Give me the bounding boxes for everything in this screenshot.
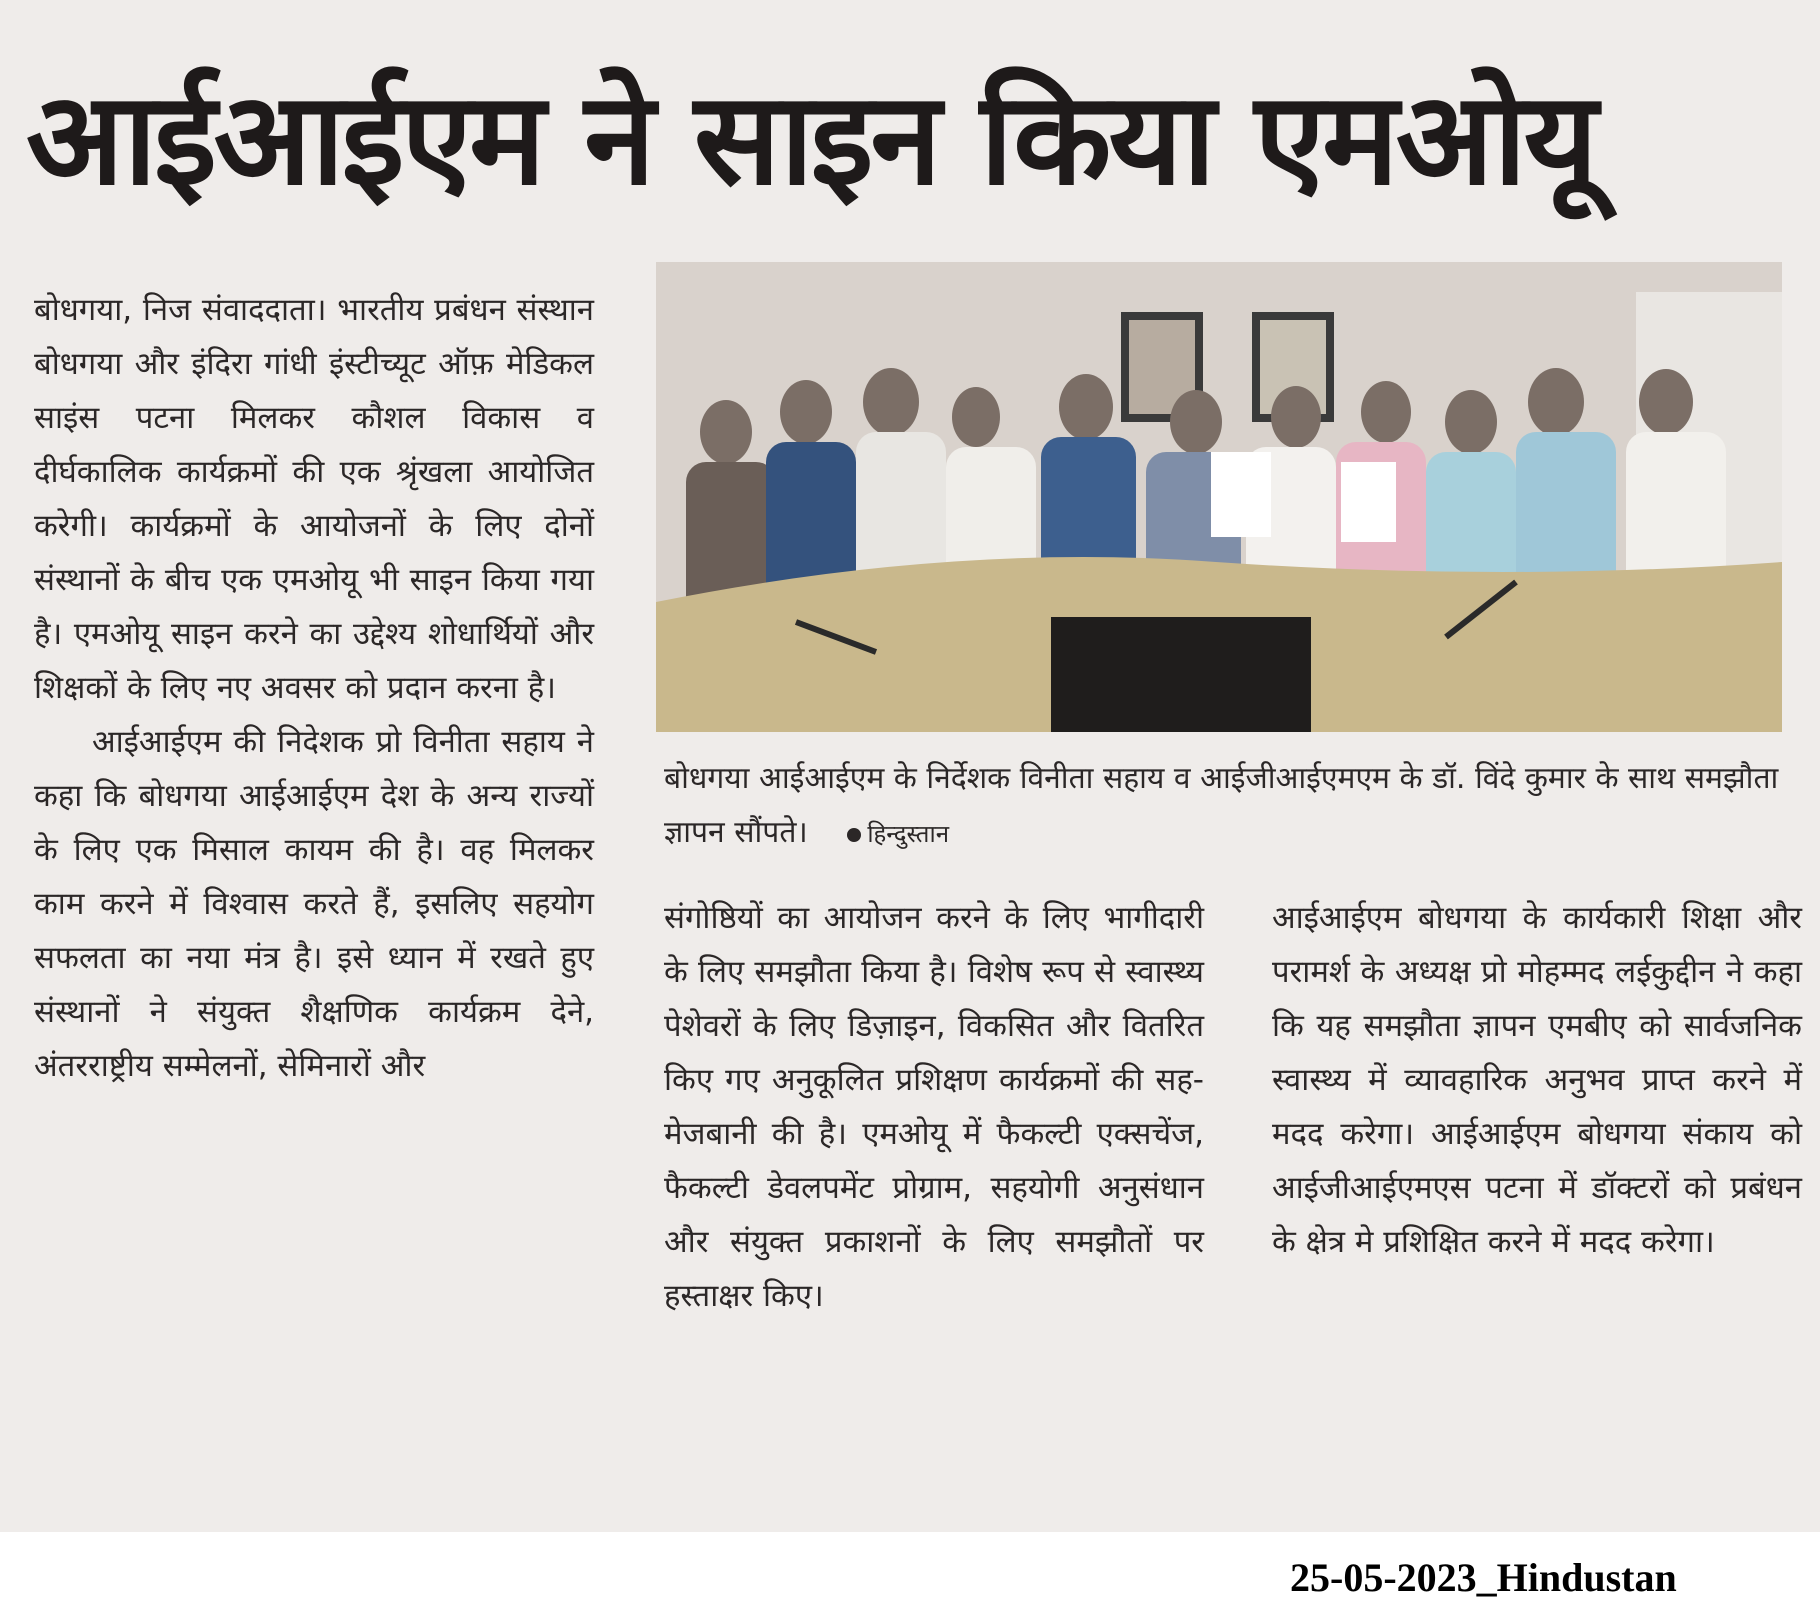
photo-credit-text: हिन्दुस्तान <box>867 820 950 848</box>
column1-paragraph-2: आईआईएम की निदेशक प्रो विनीता सहाय ने कहा कि बोधगया आईआईएम देश के अन्य राज्यों के लिए एक मिसाल कायम की है। वह मिलकर काम करने में विश्वास करते हैं, इसलिए सहयोग सफलता का नया मंत्र है। इसे ध्यान में रखते हुए संस्थानों ने संयुक्त शैक्षणिक कार्यक्रम देने, अंतरराष्ट्रीय सम्मेलनों, सेमिनारों और <box>34 724 594 1084</box>
column1-paragraph-1: बोधगया, निज संवाददाता। भारतीय प्रबंधन संस्थान बोधगया और इंदिरा गांधी इंस्टीच्यूट ऑफ़ मेडिकल साइंस पटना मिलकर कौशल विकास व दीर्घकालिक कार्यक्रमों की एक श्रृंखला आयोजित करेगी। कार्यक्रमों के आयोजनों के लिए दोनों संस्थानों के बीच एक एमओयू भी साइन किया गया है। एमओयू साइन करने का उद्देश्य शोधार्थियों और शिक्षकों के लिए नए अवसर को प्रदान करना है। <box>34 292 594 706</box>
caption-text: बोधगया आईआईएम के निर्देशक विनीता सहाय व आईजीआईएमएम के डॉ. विंदे कुमार के साथ समझौता ज्ञापन सौंपते। <box>664 761 1779 850</box>
headline: आईआईएम ने साइन किया एमओयू <box>26 65 1595 214</box>
source-dateline: 25-05-2023_Hindustan <box>1290 1555 1677 1600</box>
column2-paragraph-1: संगोष्ठियों का आयोजन करने के लिए भागीदारी के लिए समझौता किया है। विशेष रूप से स्वास्थ्य पेशेवरों के लिए डिज़ाइन, विकसित और वितरित किए गए अनुकूलित प्रशिक्षण कार्यक्रमों की सह-मेजबानी की है। एमओयू में फैकल्टी एक्सचेंज, फैकल्टी डेवलपमेंट प्रोग्राम, सहयोगी अनुसंधान और संयुक्त प्रकाशनों के लिए समझौतों पर हस्ताक्षर किए। <box>664 900 1204 1314</box>
article-column-3 <box>1272 891 1802 1491</box>
article-column-1 <box>34 283 594 1528</box>
column3-paragraph-1: आईआईएम बोधगया के कार्यकारी शिक्षा और परामर्श के अध्यक्ष प्रो मोहम्मद लईकुद्दीन ने कहा कि यह समझौता ज्ञापन एमबीए को सार्वजनिक स्वास्थ्य में व्यावहारिक अनुभव प्राप्त करने में मदद करेगा। आईआईएम बोधगया संकाय को आईजीआईएमएस पटना में डॉक्टरों को प्रबंधन के क्षेत्र मे प्रशिक्षित करने में मदद करेगा। <box>1272 900 1802 1260</box>
news-photo <box>656 262 1782 732</box>
photo-credit <box>847 820 949 848</box>
photo-illustration <box>656 262 1782 732</box>
photo-caption <box>664 752 1794 861</box>
bullet-icon <box>847 828 861 842</box>
article-column-2 <box>664 891 1204 1521</box>
